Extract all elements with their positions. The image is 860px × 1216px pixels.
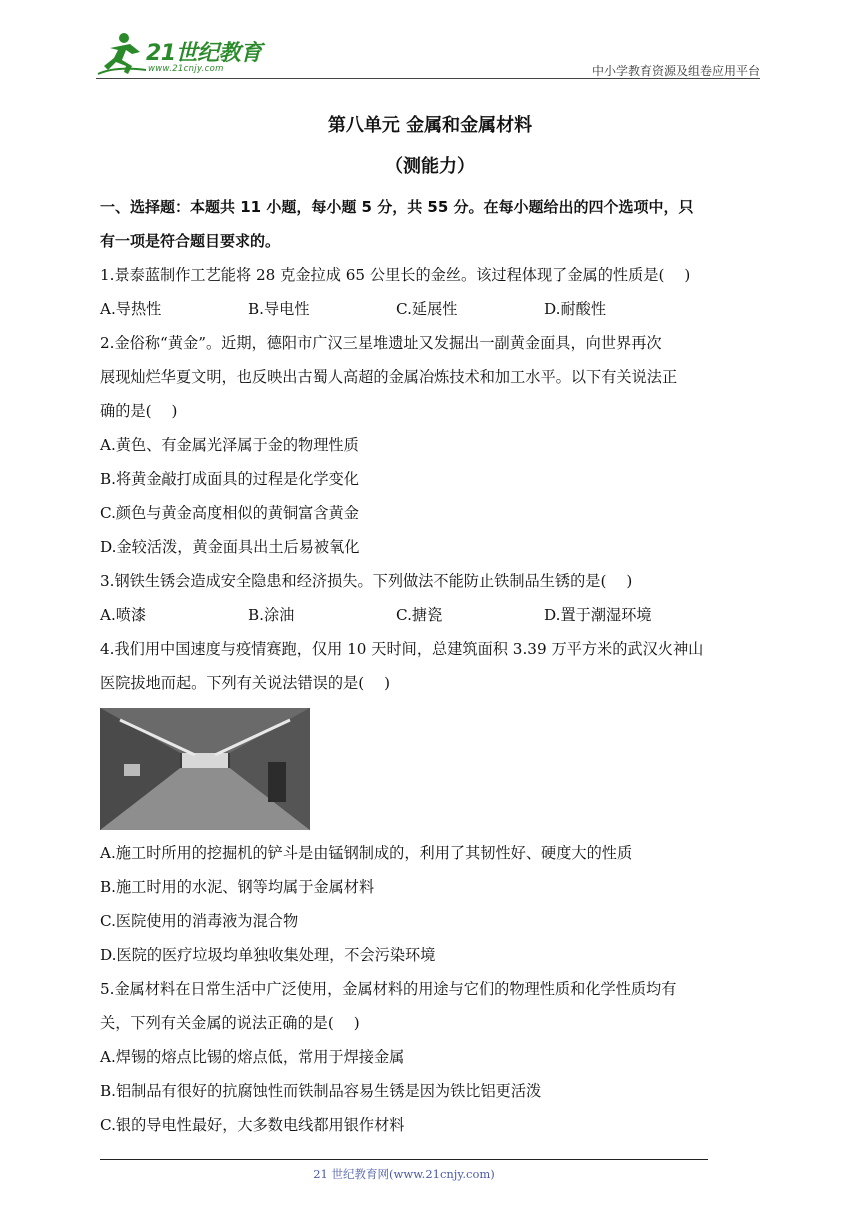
question-5-stem-line-2: 关，下列有关金属的说法正确的是( ): [100, 1014, 360, 1032]
option: A.喷漆: [100, 606, 147, 624]
section-heading-line-1: 一、选择题：本题共 11 小题，每小题 5 分，共 55 分。在每小题给出的四个选项中，只: [100, 198, 694, 216]
logo-text: 21世纪教育: [146, 41, 262, 66]
option: C.延展性: [396, 300, 458, 318]
option: D.医院的医疗垃圾均单独收集处理，不会污染环境: [100, 946, 436, 964]
option: C.医院使用的消毒液为混合物: [100, 912, 299, 930]
question-3-stem: 3.钢铁生锈会造成安全隐患和经济损失。下列做法不能防止铁制品生锈的是( ): [100, 572, 633, 590]
option: C.搪瓷: [396, 606, 443, 624]
corridor-photo-image: [100, 708, 310, 830]
option: A.焊锡的熔点比锡的熔点低，常用于焊接金属: [100, 1048, 405, 1066]
hospital-corridor-photo: [100, 708, 310, 830]
option: B.将黄金敲打成面具的过程是化学变化: [100, 470, 359, 488]
option: B.铝制品有很好的抗腐蚀性而铁制品容易生锈是因为铁比铝更活泼: [100, 1082, 542, 1100]
page-subtitle: （测能力）: [385, 156, 475, 177]
section-heading-line-2: 有一项是符合题目要求的。: [100, 232, 281, 250]
question-1-options: [100, 292, 764, 326]
logo: [96, 30, 266, 78]
question-4-stem-line-2: 医院拔地而起。下列有关说法错误的是( ): [100, 674, 391, 692]
question-1-stem: 1.景泰蓝制作工艺能将 28 克金拉成 65 公里长的金丝。该过程体现了金属的性质是( ): [100, 266, 691, 284]
question-4-stem-line-1: 4.我们用中国速度与疫情赛跑，仅用 10 天时间，总建筑面积 3.39 万平方米的武汉火神山: [100, 640, 704, 658]
question-5-stem-line-1: 5.金属材料在日常生活中广泛使用，金属材料的用途与它们的物理性质和化学性质均有: [100, 980, 677, 998]
option: B.施工时用的水泥、钢等均属于金属材料: [100, 878, 375, 896]
option: A.黄色、有金属光泽属于金的物理性质: [100, 436, 359, 454]
question-3-options: [100, 598, 764, 632]
page-footer: 21 世纪教育网(www.21cnjy.com): [313, 1167, 495, 1181]
option: D.耐酸性: [544, 300, 607, 318]
option: C.银的导电性最好，大多数电线都用银作材料: [100, 1116, 405, 1134]
option: A.施工时所用的挖掘机的铲斗是由锰钢制成的，利用了其韧性好、硬度大的性质: [100, 844, 633, 862]
page-header: [96, 30, 760, 80]
page-title: 第八单元 金属和金属材料: [327, 115, 533, 136]
question-2-stem-line-3: 确的是( ): [100, 402, 178, 420]
question-2-stem-line-1: 2.金俗称“黄金”。近期，德阳市广汉三星堆遗址又发掘出一副黄金面具，向世界再次: [100, 334, 662, 352]
header-divider: [96, 78, 760, 79]
option: B.涂油: [248, 606, 295, 624]
option: D.金较活泼，黄金面具出土后易被氧化: [100, 538, 360, 556]
logo-url: www.21cnjy.com: [148, 64, 224, 74]
question-content: [100, 190, 764, 1142]
footer-divider: [100, 1159, 708, 1160]
option: D.置于潮湿环境: [544, 606, 652, 624]
question-2-stem-line-2: 展现灿烂华夏文明，也反映出古蜀人高超的金属冶炼技术和加工水平。以下有关说法正: [100, 368, 678, 386]
option: A.导热性: [100, 300, 162, 318]
option: B.导电性: [248, 300, 310, 318]
header-platform-text: 中小学教育资源及组卷应用平台: [591, 64, 760, 78]
option: C.颜色与黄金高度相似的黄铜富含黄金: [100, 504, 359, 522]
